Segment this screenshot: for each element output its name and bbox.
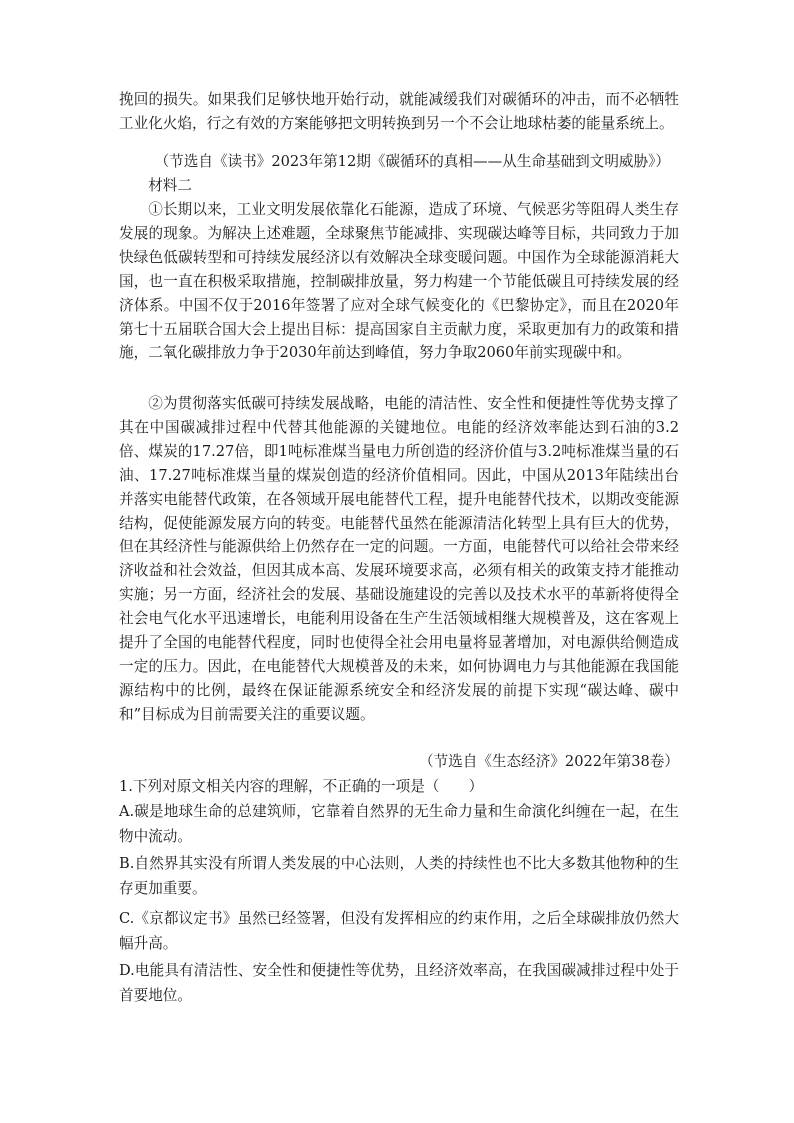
material2-source: （节选自《生态经济》2022年第38卷） [418, 753, 679, 770]
material1-source: （节选自《读书》2023年第12期《碳循环的真相——从生命基础到文明威胁》） [154, 153, 670, 170]
material2-paragraph-1: ①长期以来，工业文明发展依靠化石能源，造成了环境、气候恶劣等阻碍人类生存发展的现象。为解决上述难题，全球聚焦节能减排、实现碳达峰等目标，共同致力于加快绿色低碳转型和可持续发展经济以有效解决全球变暖问题。中国作为全球能源消耗大国，也一直在积极采取措施，控制碳排放量，努力构建一个节能低碳且可持续发展的经济体系。中国不仅于2016年签署了应对全球气候变化的《巴黎协定》，而且在2020年第七十五届联合国大会上提出目标：提高国家自主贡献力度，采取更加有力的政策和措施，二氧化碳排放力争于2030年前达到峰值，努力争取2060年前实现碳中和。 [119, 201, 679, 362]
question-1-stem: 1.下列对原文相关内容的理解，不正确的一项是（ ） [119, 778, 484, 795]
question-1-option-d: D.电能具有清洁性、安全性和便捷性等优势，且经济效率高，在我国碳减排过程中处于首要地位。 [119, 962, 679, 1004]
question-1-option-b: B.自然界其实没有所谓人类发展的中心法则，人类的持续性也不比大多数其他物种的生存更加重要。 [119, 855, 679, 897]
material2-heading: 材料二 [148, 177, 192, 194]
question-1-option-a: A.碳是地球生命的总建筑师，它靠着自然界的无生命力量和生命演化纠缠在一起，在生物中流动。 [119, 803, 679, 845]
material1-tail-paragraph: 挽回的损失。如果我们足够快地开始行动，就能减缓我们对碳循环的冲击，而不必牺牲工业化火焰，行之有效的方案能够把文明转换到另一个不会让地球枯萎的能量系统上。 [119, 91, 679, 132]
question-1-option-c: C.《京都议定书》虽然已经签署，但没有发挥相应的约束作用，之后全球碳排放仍然大幅升高。 [119, 910, 679, 952]
material2-paragraph-2: ②为贯彻落实低碳可持续发展战略，电能的清洁性、安全性和便捷性等优势支撑了其在中国碳减排过程中代替其他能源的关键地位。电能的经济效率能达到石油的3.2倍、煤炭的17.27倍，即1吨标准煤当量电力所创造的经济价值与3.2吨标准煤当量的石油、17.27吨标准煤当量的煤炭创造的经济价值相同。因此，中国从2013年陆续出台并落实电能替代政策，在各领域开展电能替代工程，提升电能替代技术，以期改变能源结构，促使能源发展方向的转变。电能替代虽然在能源清洁化转型上具有巨大的优势，但在其经济性与能源供给上仍然存在一定的问题。一方面，电能替代可以给社会带来经济收益和社会效益，但因其成本高、发展环境要求高，必须有相关的政策支持才能推动实施；另一方面，经济社会的发展、基础设施建设的完善以及技术水平的革新将使得全社会电气化水平迅速增长，电能利用设备在生产生活领域相继大规模普及，这在客观上提升了全国的电能替代程度，同时也使得全社会用电量将显著增加，对电源供给侧造成一定的压力。因此，在电能替代大规模普及的未来，如何协调电力与其他能源在我国能源结构中的比例，最终在保证能源系统安全和经济发展的前提下实现“碳达峰、碳中和”目标成为目前需要关注的重要议题。 [119, 395, 679, 723]
